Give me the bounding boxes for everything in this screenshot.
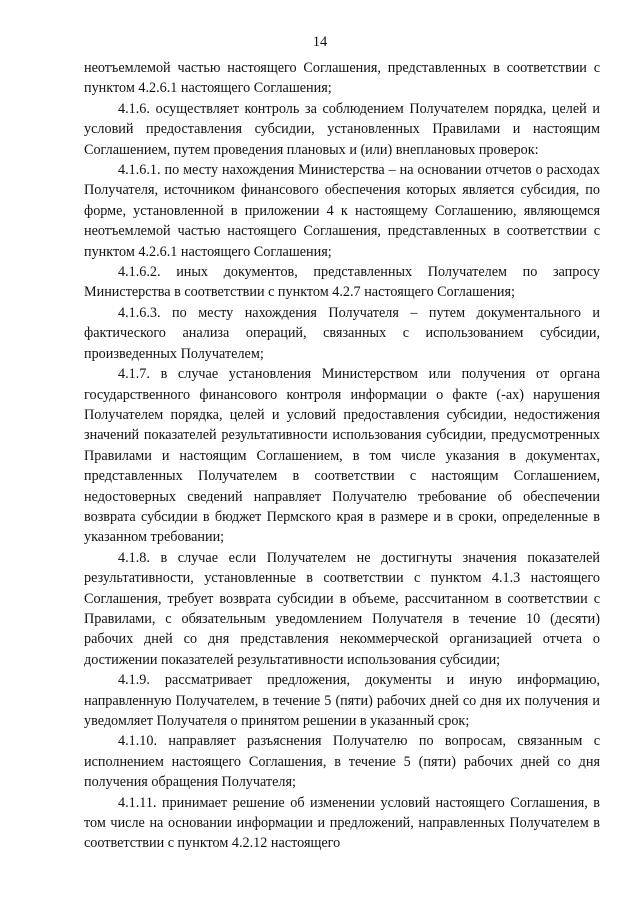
paragraph-4-1-11: 4.1.11. принимает решение об изменении условий настоящего Соглашения, в том числе на основании информации и предложений, направленных Получателем в соответствии с пунктом 4.2.12 настоящего (84, 794, 600, 852)
document-body (84, 58, 600, 854)
paragraph-4-1-9: 4.1.9. рассматривает предложения, документы и иную информацию, направленную Получателем, в течение 5 (пяти) рабочих дней со дня их получения и уведомляет Получателя о принятом решении в указанный срок; (84, 672, 600, 729)
paragraph-4-1-6-1: 4.1.6.1. по месту нахождения Министерства – на основании отчетов о расходах Получателя, источником финансового обеспечения которых является субсидия, по форме, установленной в приложении 4 к настоящему Соглашению, являющемся неотъемлемой частью настоящего Соглашения, представленных в соответствии с пунктом 4.2.6.1 настоящего Соглашения; (84, 162, 600, 260)
paragraph-4-1-6: 4.1.6. осуществляет контроль за соблюдением Получателем порядка, целей и условий предоставления субсидии, установленных Правилами и настоящим Соглашением, путем проведения плановых и (или) внеплановых проверок: (84, 100, 600, 158)
page-number: 14 (312, 34, 328, 50)
paragraph-4-1-6-2: 4.1.6.2. иных документов, представленных Получателем по запросу Министерства в соответствии с пунктом 4.2.7 настоящего Соглашения; (84, 264, 600, 301)
paragraph-continuation: неотъемлемой частью настоящего Соглашения, представленных в соответствии с пунктом 4.2.6.1 настоящего Соглашения; (84, 60, 600, 97)
paragraph-4-1-8: 4.1.8. в случае если Получателем не достигнуты значения показателей результативности, установленные в соответствии с пунктом 4.1.3 настоящего Соглашения, требует возврата субсидии в объеме, рассчитанном в соответствии с Правилами, с обязательным уведомлением Получателя в течение 10 (десяти) рабочих дней со дня представления некоммерческой организацией отчета о достижении показателей результативности использования субсидии; (84, 549, 600, 668)
paragraph-4-1-6-3: 4.1.6.3. по месту нахождения Получателя – путем документального и фактического анализа операций, связанных с использованием субсидии, произведенных Получателем; (84, 304, 600, 362)
paragraph-4-1-7: 4.1.7. в случае установления Министерством или получения от органа государственного финансового контроля информации о факте (-ах) нарушения Получателем порядка, целей и условий предоставления субсидии, недостижения значений показателей результативности использования субсидии, предусмотренных Правилами и настоящим Соглашением, в том числе указания в документах, представленных Получателем в соответствии с настоящим Соглашением, недостоверных сведений направляет Получателю требование об обеспечении возврата субсидии в бюджет Пермского края в размере и в сроки, определенные в указанном требовании; (84, 366, 600, 546)
paragraph-4-1-10: 4.1.10. направляет разъяснения Получателю по вопросам, связанным с исполнением настоящего Соглашения, в течение 5 (пяти) рабочих дней со дня получения обращения Получателя; (84, 733, 600, 791)
